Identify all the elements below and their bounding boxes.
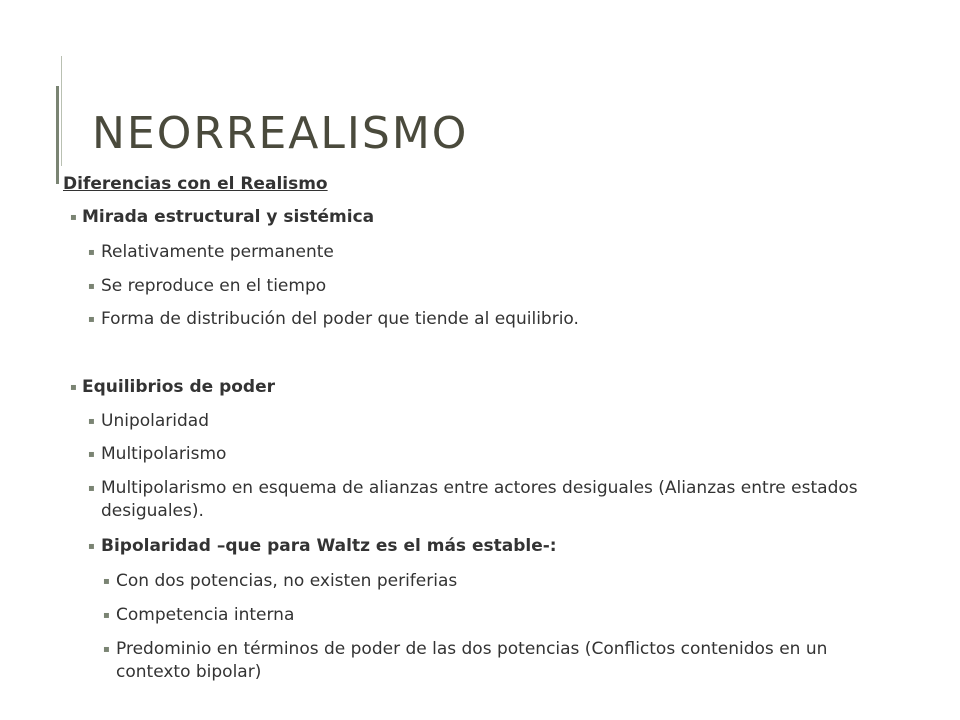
bullet-icon: ▪: [88, 281, 95, 292]
list-item: [88, 308, 901, 331]
list-item: [88, 241, 901, 264]
bullet-icon: ▪: [88, 541, 95, 552]
list-item-text: Relativamente permanente: [101, 242, 334, 262]
list-item-text: Predominio en términos de poder de las dos potencias (Conflictos contenidos en un contexto bipolar): [116, 639, 828, 682]
list-item: [103, 604, 916, 627]
bullet-icon: ▪: [88, 247, 95, 258]
list-item-text: Bipolaridad –que para Waltz es el más estable-:: [101, 536, 557, 556]
list-item: [103, 638, 906, 684]
slide-subtitle: Diferencias con el Realismo: [63, 174, 328, 194]
section-heading: Mirada estructural y sistémica: [82, 207, 375, 227]
list-item-text: Multipolarismo: [101, 444, 227, 464]
list-item-text: Forma de distribución del poder que tiende al equilibrio.: [101, 309, 579, 329]
bullet-icon: ▪: [88, 483, 95, 494]
bullet-icon: ▪: [103, 576, 110, 587]
bullet-icon: ▪: [88, 416, 95, 427]
slide-title: NEORREALISMO: [92, 108, 469, 159]
bullet-icon: ▪: [70, 382, 77, 393]
list-item-text: Competencia interna: [116, 605, 295, 625]
list-item: [103, 570, 916, 593]
list-item: [88, 535, 901, 558]
bullet-icon: ▪: [103, 644, 110, 655]
list-item: [70, 376, 942, 399]
bullet-icon: ▪: [88, 449, 95, 460]
list-item: [88, 410, 901, 433]
bullet-icon: ▪: [103, 610, 110, 621]
list-item: [88, 477, 881, 523]
bullet-icon: ▪: [70, 212, 77, 223]
list-item-text: Unipolaridad: [101, 411, 209, 431]
list-item: [88, 275, 901, 298]
section-heading: Equilibrios de poder: [82, 377, 276, 397]
list-item-text: Con dos potencias, no existen periferias: [116, 571, 458, 591]
list-item: [88, 443, 901, 466]
list-item-text: Se reproduce en el tiempo: [101, 276, 327, 296]
bullet-icon: ▪: [88, 314, 95, 325]
list-item-text: Multipolarismo en esquema de alianzas entre actores desiguales (Alianzas entre estados desiguales).: [101, 478, 858, 521]
list-item: [70, 206, 942, 229]
